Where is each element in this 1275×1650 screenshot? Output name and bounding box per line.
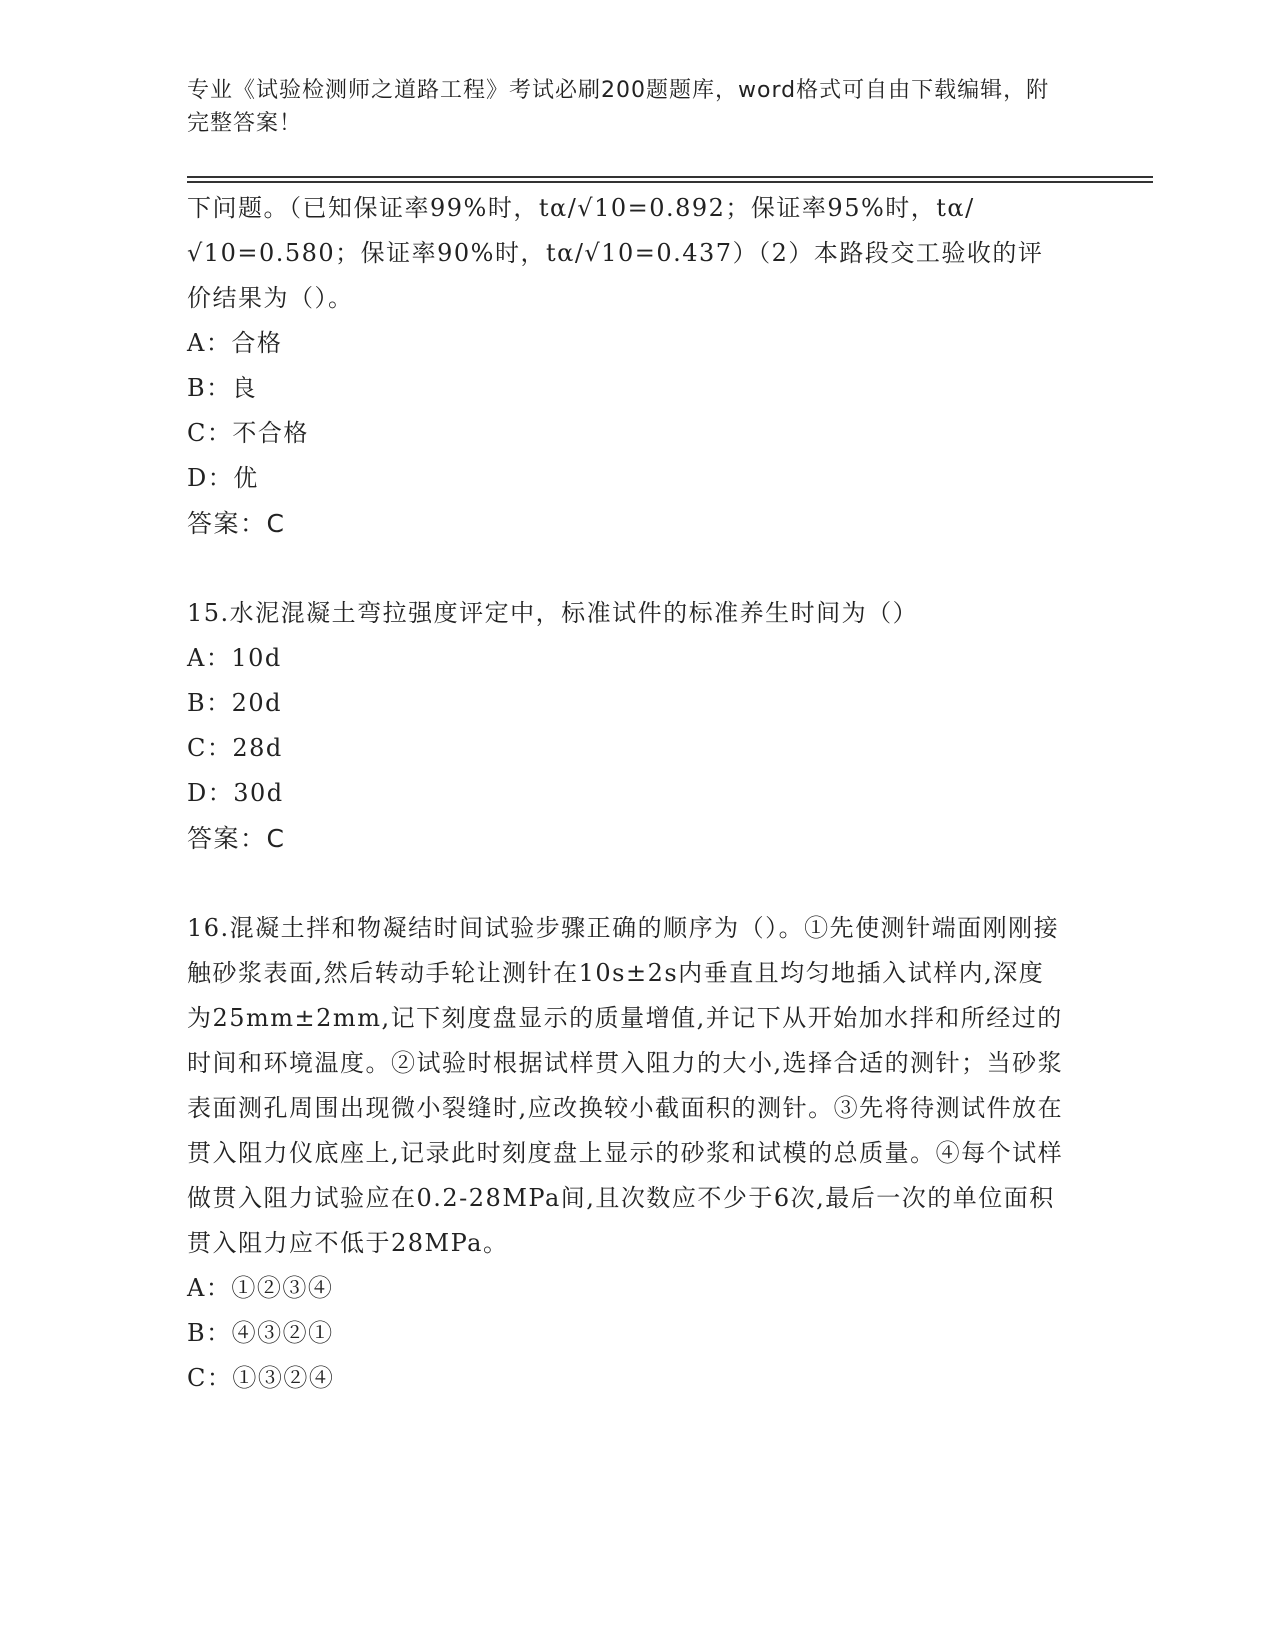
question-stem: 15.水泥混凝土弯拉强度评定中，标准试件的标准养生时间为（） <box>187 599 919 627</box>
option-b: B：④③②① <box>187 1319 334 1347</box>
option-b: B：良 <box>187 374 258 402</box>
page-header: 专业《试验检测师之道路工程》考试必刷200题题库，word格式可自由下载编辑，附完整答案！ <box>187 78 1050 136</box>
option-c: C：28d <box>187 734 283 762</box>
option-a: A：10d <box>187 644 282 672</box>
document-body <box>187 186 1067 1401</box>
answer: 答案：C <box>187 509 286 538</box>
question-15 <box>187 591 1067 861</box>
question-16 <box>187 906 1067 1401</box>
header-rule-bottom <box>187 181 1153 183</box>
option-d: D：30d <box>187 779 284 807</box>
question-stem: 下问题。（已知保证率99%时，tα/√10=0.892；保证率95%时，tα/√10=0.580；保证率90%时，tα/√10=0.437）（2）本路段交工验收的评价结果为（）。 <box>187 194 1044 312</box>
answer: 答案：C <box>187 824 286 853</box>
option-a: A：①②③④ <box>187 1274 334 1302</box>
option-a: A：合格 <box>187 329 283 357</box>
option-d: D：优 <box>187 464 259 492</box>
header-rule-top <box>187 176 1153 178</box>
question-stem: 16.混凝土拌和物凝结时间试验步骤正确的顺序为（）。①先使测针端面刚刚接触砂浆表面,然后转动手轮让测针在10s±2s内垂直且均匀地插入试样内,深度为25mm±2mm,记下刻度盘显示的质量增值,并记下从开始加水拌和所经过的时间和环境温度。②试验时根据试样贯入阻力的大小,选择合适的测针；当砂浆表面测孔周围出现微小裂缝时,应改换较小截面积的测针。③先将待测试件放在贯入阻力仪底座上,记录此时刻度盘上显示的砂浆和试模的总质量。④每个试样做贯入阻力试验应在0.2-28MPa间,且次数应不少于6次,最后一次的单位面积贯入阻力应不低于28MPa。 <box>187 914 1064 1257</box>
option-b: B：20d <box>187 689 283 717</box>
option-c: C：①③②④ <box>187 1364 335 1392</box>
option-c: C：不合格 <box>187 419 309 447</box>
question-14 <box>187 186 1067 546</box>
